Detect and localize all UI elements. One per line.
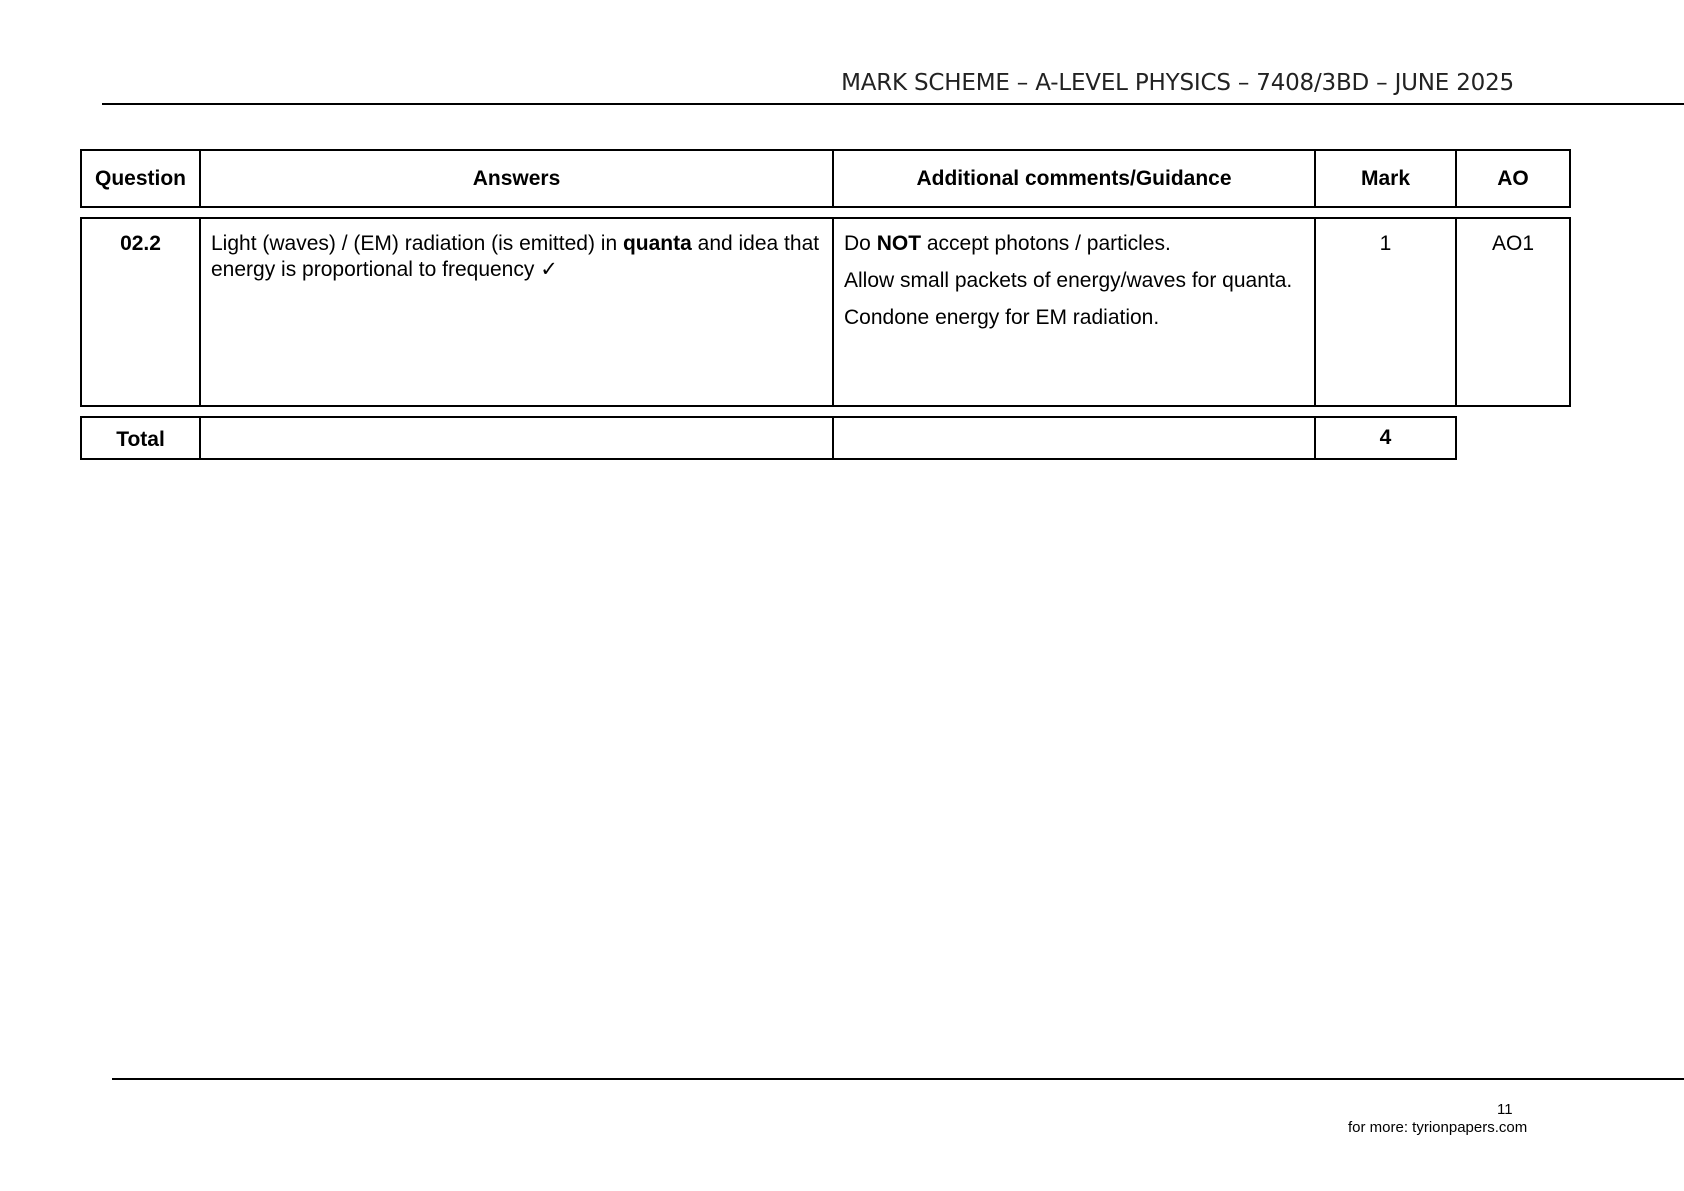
total-answers-empty [199, 416, 834, 460]
column-header-answers: Answers [199, 149, 834, 208]
answer-cell [199, 217, 834, 407]
guidance-line-3: Condone energy for EM radiation. [844, 306, 1160, 329]
answer-keyword: quanta [622, 232, 692, 255]
total-guidance-empty [832, 416, 1316, 460]
guidance-line-2: Allow small packets of energy/waves for quanta. [844, 269, 1293, 292]
tick-mark-icon: ✓ [540, 258, 558, 281]
guidance-line-1: Do NOT accept photons / particles. [844, 232, 1171, 255]
column-header-question: Question [80, 149, 201, 208]
total-mark: 4 [1314, 416, 1457, 460]
answer-text-part1: Light (waves) / (EM) radiation (is emitted) in [211, 232, 623, 255]
total-label: Total [80, 416, 201, 460]
guidance-not-keyword: NOT [876, 232, 922, 255]
footer-note: for more: tyrionpapers.com [1348, 1119, 1528, 1136]
question-number: 02.2 [80, 217, 201, 407]
page-header-title: MARK SCHEME – A-LEVEL PHYSICS – 7408/3BD – JUNE 2025 [841, 70, 1514, 96]
ao-value: AO1 [1455, 217, 1571, 407]
mark-value: 1 [1314, 217, 1457, 407]
column-header-mark: Mark [1314, 149, 1457, 208]
header-rule [102, 103, 1684, 105]
guidance-cell [832, 217, 1316, 407]
column-header-ao: AO [1455, 149, 1571, 208]
footer-rule [112, 1078, 1684, 1080]
column-header-guidance: Additional comments/Guidance [832, 149, 1316, 208]
answer-text-part2: and idea that energy is proportional to frequency [211, 232, 820, 281]
page-number: 11 [1497, 1101, 1513, 1118]
